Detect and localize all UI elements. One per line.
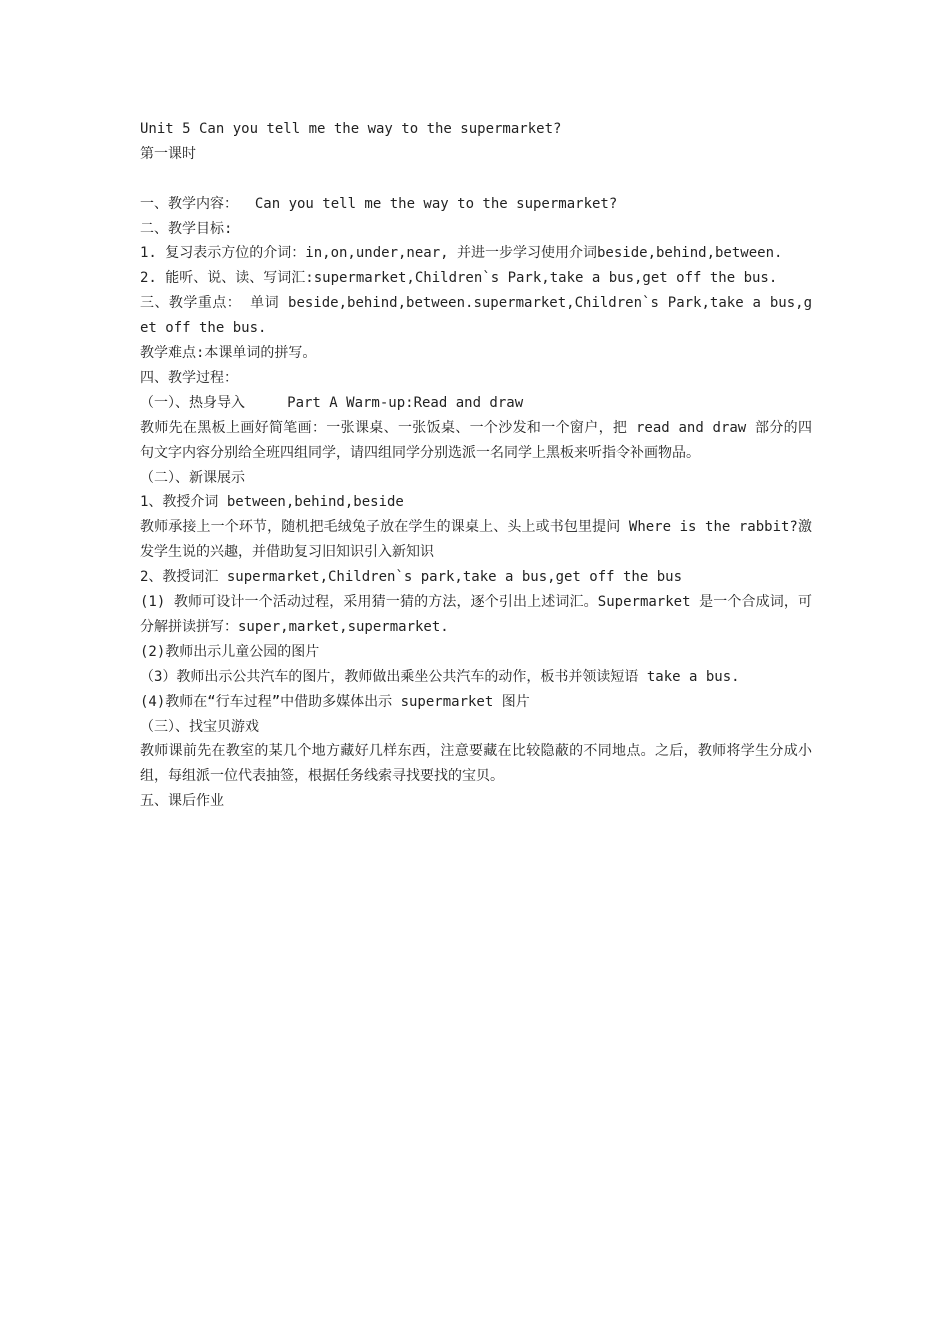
- step2-item2: 2、教授词汇 supermarket,Children`s park,take a bus,get off the bus: [140, 569, 683, 586]
- document-title: Unit 5 Can you tell me the way to the supermarket?: [140, 121, 562, 137]
- step3-text: 教师课前先在教室的某几个地方藏好几样东西，注意要藏在比较隐蔽的不同地点。之后，教师将学生分成小组，每组派一位代表抽签，根据任务线索寻找要找的宝贝。: [140, 743, 812, 785]
- sub-item-4: (4)教师在“行车过程”中借助多媒体出示 supermarket 图片: [140, 693, 530, 710]
- objectives-heading: 二、教学目标:: [140, 220, 233, 237]
- teaching-content: 一、教学内容： Can you tell me the way to the supermarket?: [140, 195, 618, 212]
- lesson-plan-document: [140, 117, 812, 814]
- sub-item-2: (2)教师出示儿童公园的图片: [140, 643, 320, 660]
- difficulty: 教学难点:本课单词的拼写。: [140, 345, 317, 362]
- sub-item-1: (1) 教师可设计一个活动过程，采用猜一猜的方法，逐个引出上述词汇。Supermarket 是一个合成词，可分解拼读拼写：super,market,supermarket.: [140, 594, 812, 635]
- step3-heading: （三）、找宝贝游戏: [140, 718, 259, 735]
- objective-2: 2. 能听、说、读、写词汇:supermarket,Children`s Park,take a bus,get off the bus.: [140, 270, 778, 287]
- objective-1: 1. 复习表示方位的介词：in,on,under,near, 并进一步学习使用介词beside,behind,between.: [140, 245, 783, 262]
- homework-heading: 五、课后作业: [140, 793, 224, 810]
- step2-item1-text: 教师承接上一个环节，随机把毛绒兔子放在学生的课桌上、头上或书包里提问 Where is the rabbit?激发学生说的兴趣，并借助复习旧知识引入新知识: [140, 519, 812, 561]
- step2-heading: （二）、新课展示: [140, 469, 245, 486]
- step1-heading: （一）、热身导入 Part A Warm-up:Read and draw: [140, 394, 524, 411]
- key-points: 三、教学重点： 单词 beside,behind,between.supermarket,Children`s Park,take a bus,get off the bus.: [140, 295, 812, 337]
- process-heading: 四、教学过程：: [140, 369, 238, 386]
- step2-item1: 1、教授介词 between,behind,beside: [140, 494, 404, 511]
- step1-text: 教师先在黑板上画好简笔画：一张课桌、一张饭桌、一个沙发和一个窗户，把 read and draw 部分的四句文字内容分别给全班四组同学，请四组同学分别选派一名同学上黑板来听指令补画物品。: [140, 419, 812, 461]
- spacer: [140, 167, 812, 192]
- sub-item-3: （3）教师出示公共汽车的图片，教师做出乘坐公共汽车的动作，板书并领读短语 take a bus.: [140, 668, 740, 685]
- lesson-number: 第一课时: [140, 145, 196, 162]
